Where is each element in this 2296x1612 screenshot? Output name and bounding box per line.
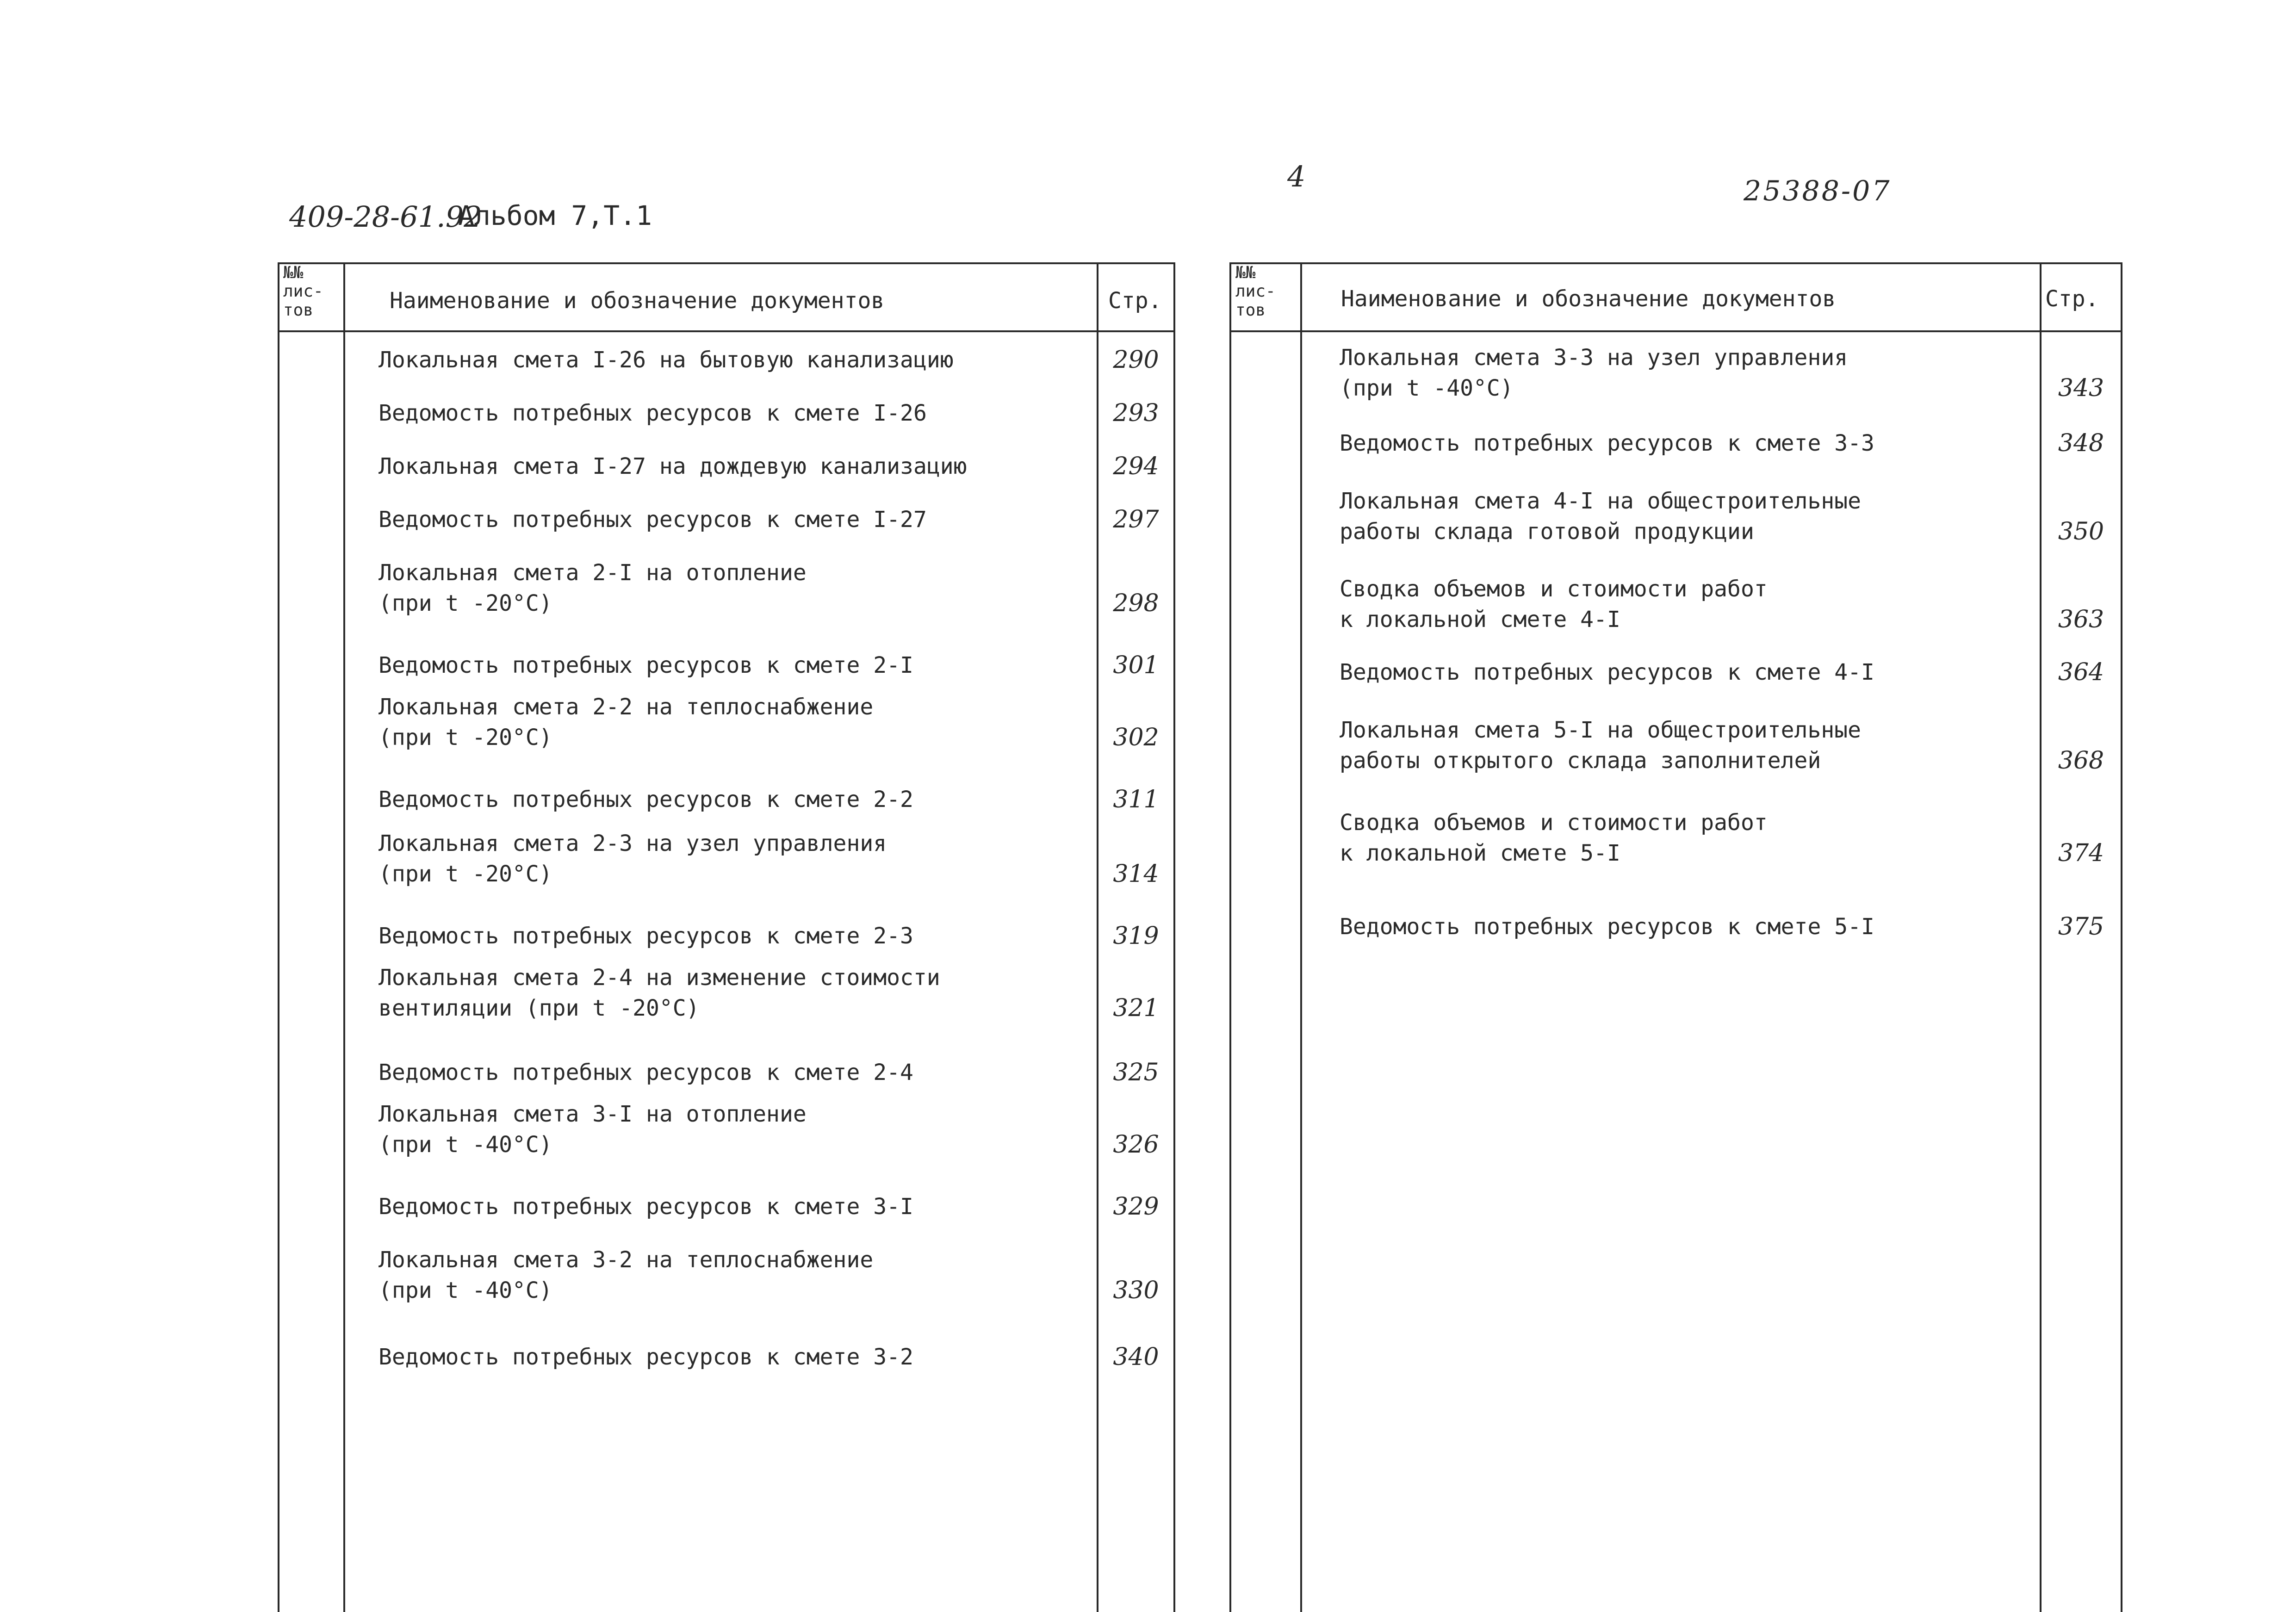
document-title: Сводка объемов и стоимости работ к локальной смете 4-I <box>1340 576 1768 632</box>
document-code: 409-28-61.92 <box>289 200 482 234</box>
page-ref: 297 <box>1113 506 1159 533</box>
left-column-header-page: Стр. <box>1108 288 1162 314</box>
table-row <box>1340 428 2117 459</box>
table-row <box>1340 807 2117 868</box>
page-ref: 350 <box>2058 518 2104 546</box>
table-row <box>1340 486 2117 547</box>
page-ref: 294 <box>1113 453 1159 480</box>
right-column-header-number: №№ лис- тов <box>1235 263 1276 320</box>
page-ref: 374 <box>2058 839 2104 867</box>
page-ref: 340 <box>1113 1343 1159 1371</box>
page-ref: 326 <box>1113 1131 1159 1159</box>
album-label: Альбом 7,Т.1 <box>458 200 652 231</box>
right-column-header-page: Стр. <box>2045 286 2099 312</box>
table-row <box>1340 657 2117 688</box>
table-row <box>1340 715 2117 776</box>
document-title: Ведомость потребных ресурсов к смете 3-3 <box>1340 430 1874 456</box>
document-title: Ведомость потребных ресурсов к смете 5-I <box>1340 914 1874 940</box>
page-ref: 321 <box>1113 994 1159 1022</box>
page-ref: 364 <box>2058 658 2104 686</box>
right-column-header-name: Наименование и обозначение документов <box>1341 286 1836 312</box>
document-title: Локальная смета I-26 на бытовую канализацию <box>379 347 954 373</box>
page-ref: 375 <box>2058 913 2104 941</box>
document-title: Локальная смета I-27 на дождевую канализацию <box>379 453 967 479</box>
right-table-border-left <box>1229 262 1231 1612</box>
page-ref: 301 <box>1113 651 1159 679</box>
right-table-divider-num <box>1300 262 1302 1612</box>
page-ref: 319 <box>1113 922 1159 950</box>
left-column-header-number: №№ лис- тов <box>283 263 323 320</box>
document-title: Ведомость потребных ресурсов к смете 2-4 <box>379 1060 913 1085</box>
document-title: Сводка объемов и стоимости работ к локальной смете 5-I <box>1340 810 1768 866</box>
page-ref: 325 <box>1113 1059 1159 1086</box>
page-ref: 314 <box>1113 860 1159 888</box>
document-title: Локальная смета 2-I на отопление (при t -20°С) <box>379 560 807 616</box>
document-title: Ведомость потребных ресурсов к смете 3-2 <box>379 1344 913 1370</box>
right-table-header-rule <box>1229 330 2122 332</box>
page-ref: 330 <box>1113 1277 1159 1304</box>
table-row <box>1340 911 2117 942</box>
page-ref: 363 <box>2058 606 2104 633</box>
right-table-border-right <box>2121 262 2122 1612</box>
page-ref: 368 <box>2058 747 2104 775</box>
document-title: Ведомость потребных ресурсов к смете I-26 <box>379 400 927 426</box>
document-title: Ведомость потребных ресурсов к смете 2-3 <box>379 923 913 949</box>
table-row <box>1340 574 2117 635</box>
document-title: Локальная смета 3-I на отопление (при t -40°С) <box>379 1101 807 1158</box>
page-ref: 343 <box>2058 374 2104 402</box>
document-title: Локальная смета 4-I на общестроительные работы склада готовой продукции <box>1340 488 1862 545</box>
document-title: Локальная смета 3-3 на узел управления (при t -40°С) <box>1340 345 1848 401</box>
left-column-header-name: Наименование и обозначение документов <box>390 288 885 314</box>
document-code-right: 25388-07 <box>1744 175 1892 207</box>
page-number: 4 <box>1287 160 1306 193</box>
document-title: Ведомость потребных ресурсов к смете 2-2 <box>379 787 913 812</box>
page-ref: 348 <box>2058 429 2104 457</box>
page-ref: 311 <box>1113 786 1159 813</box>
page-ref: 302 <box>1113 724 1159 751</box>
document-title: Локальная смета 3-2 на теплоснабжение (при t -40°С) <box>379 1247 874 1303</box>
right-table-top-border <box>1229 262 2122 264</box>
table-row <box>1340 342 2117 403</box>
document-title: Ведомость потребных ресурсов к смете 2-I <box>379 652 913 678</box>
page-ref: 293 <box>1113 399 1159 427</box>
document-title: Локальная смета 2-2 на теплоснабжение (при t -20°С) <box>379 694 874 750</box>
document-title: Ведомость потребных ресурсов к смете 4-I <box>1340 659 1874 685</box>
document-title: Локальная смета 2-3 на узел управления (при t -20°С) <box>379 831 887 887</box>
page-ref: 298 <box>1113 589 1159 617</box>
page-ref: 329 <box>1113 1193 1159 1221</box>
page-ref: 290 <box>1113 346 1159 374</box>
document-title: Ведомость потребных ресурсов к смете I-27 <box>379 507 927 533</box>
document-title: Ведомость потребных ресурсов к смете 3-I <box>379 1194 913 1220</box>
document-title: Локальная смета 5-I на общестроительные работы открытого склада заполнителей <box>1340 717 1862 774</box>
document-title: Локальная смета 2-4 на изменение стоимости вентиляции (при t -20°С) <box>379 965 940 1021</box>
